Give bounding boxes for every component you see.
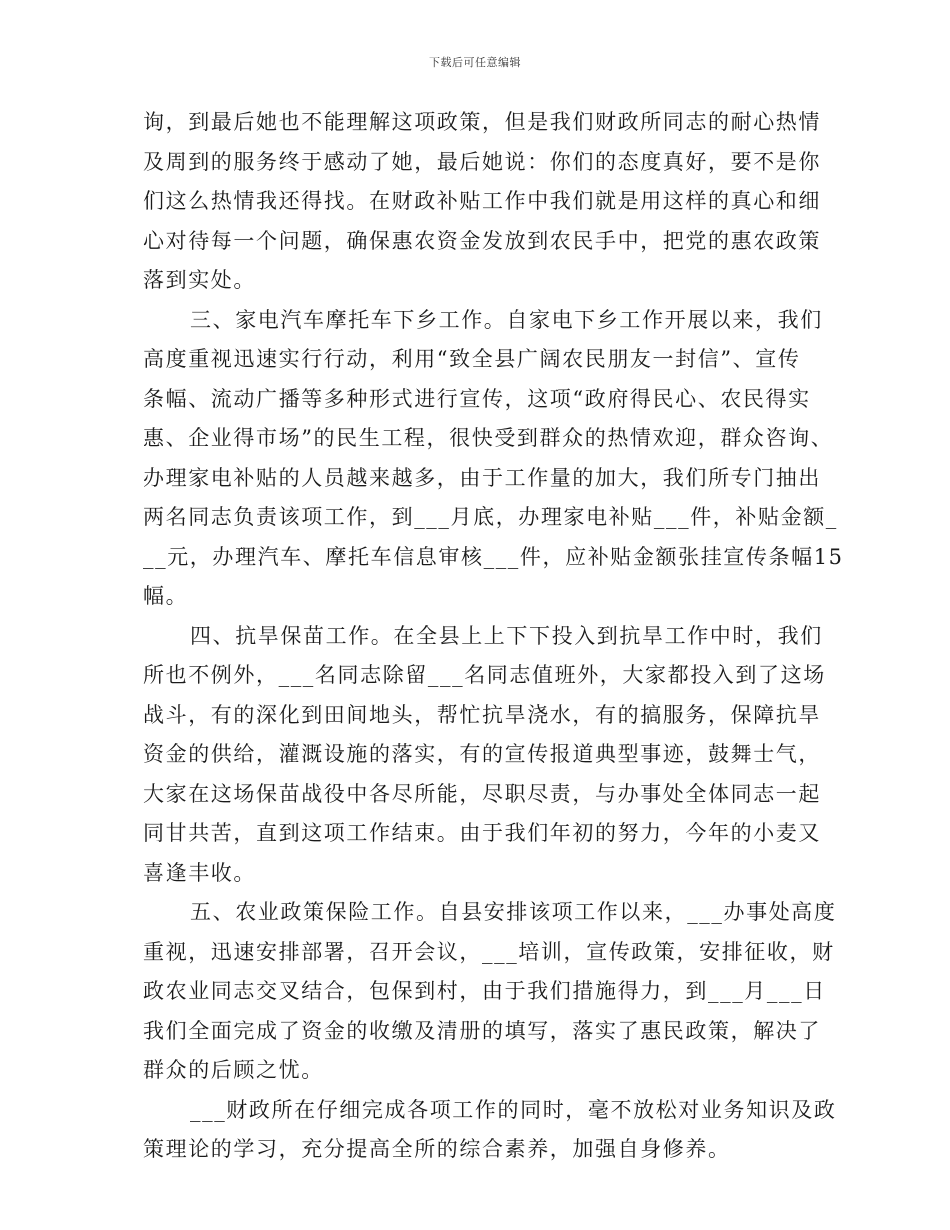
- text-line: 战斗，有的深化到田间地头，帮忙抗旱浇水，有的搞服务，保障抗旱: [143, 702, 821, 727]
- text-line: 重视，迅速安排部署，召开会议，___培训，宣传政策，安排征收，财: [143, 939, 835, 964]
- text-line: __元，办理汽车、摩托车信息审核___件，应补贴金额张挂宣传条幅15: [143, 544, 844, 569]
- text-line: 高度重视迅速实行行动，利用“致全县广阔农民朋友一封信”、宣传: [143, 347, 801, 371]
- text-line: 条幅、流动广播等多种形式进行宣传，这项“政府得民心、农民得实: [143, 386, 811, 411]
- text-line: 惠、企业得市场”的民生工程，很快受到群众的热情欢迎，群众咨询、: [143, 426, 834, 450]
- text-line: 喜逢丰收。: [143, 860, 256, 885]
- text-line: 同甘共苦，直到这项工作结束。由于我们年初的努力，今年的小麦又: [143, 821, 821, 845]
- text-line: 两名同志负责该项工作，到___月底，办理家电补贴___件，补贴金额_: [143, 505, 838, 529]
- text-line: 三、家电汽车摩托车下乡工作。自家电下乡工作开展以来，我们: [190, 307, 823, 332]
- text-line: 策理论的学习，充分提高全所的综合素养，加强自身修养。: [143, 1137, 731, 1161]
- text-line: 询，到最后她也不能理解这项政策，但是我们财政所同志的耐心热情: [143, 110, 821, 134]
- text-line: 所也不例外，___名同志除留___名同志值班外，大家都投入到了这场: [143, 663, 826, 687]
- text-line: 五、农业政策保险工作。自县安排该项工作以来，___办事处高度: [190, 900, 837, 924]
- text-line: 们这么热情我还得找。在财政补贴工作中我们就是用这样的真心和细: [143, 189, 821, 213]
- text-line: 幅。: [143, 584, 189, 608]
- text-line: 群众的后顾之忧。: [143, 1058, 324, 1082]
- text-line: ___财政所在仔细完成各项工作的同时，毫不放松对业务知识及政: [190, 1097, 837, 1122]
- text-line: 资金的供给，灌溉设施的落实，有的宣传报道典型事迹，鼓舞士气，: [143, 742, 821, 766]
- text-line: 落到实处。: [143, 268, 256, 292]
- text-line: 我们全面完成了资金的收缴及清册的填写，落实了惠民政策，解决了: [143, 1018, 821, 1043]
- text-line: 及周到的服务终于感动了她，最后她说：你们的态度真好，要不是你: [143, 149, 821, 174]
- page-header-note: 下载后可任意编辑: [429, 56, 521, 69]
- document-body: [143, 103, 844, 1170]
- text-line: 四、抗旱保苗工作。在全县上上下下投入到抗旱工作中时，我们: [190, 623, 823, 648]
- text-line: 政农业同志交叉结合，包保到村，由于我们措施得力，到___月___日: [143, 979, 826, 1003]
- text-line: 心对待每一个问题，确保惠农资金发放到农民手中，把党的惠农政策: [143, 228, 821, 253]
- text-line: 大家在这场保苗战役中各尽所能，尽职尽责，与办事处全体同志一起: [143, 781, 821, 806]
- text-line: 办理家电补贴的人员越来越多，由于工作量的加大，我们所专门抽出: [143, 465, 821, 490]
